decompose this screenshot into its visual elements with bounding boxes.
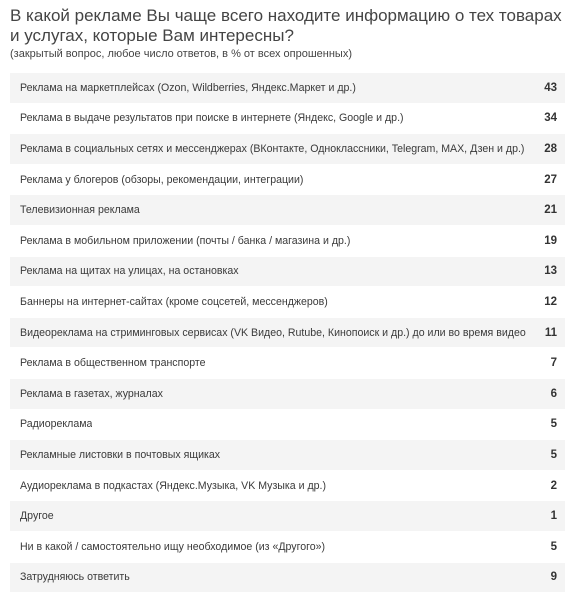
row-label: Реклама в мобильном приложении (почты / банка / магазина и др.) — [20, 234, 351, 247]
row-label: Видеореклама на стриминговых сервисах (VK Видео, Rutube, Кинопоиск и др.) до или во время видео — [20, 326, 526, 339]
row-value: 5 — [550, 540, 557, 553]
row-value: 9 — [550, 571, 557, 584]
table-row — [10, 226, 565, 257]
row-label: Реклама на маркетплейсах (Ozon, Wildberries, Яндекс.Маркет и др.) — [20, 81, 356, 94]
table-row — [10, 379, 565, 410]
row-label: Реклама в газетах, журналах — [20, 387, 163, 400]
row-label: Затрудняюсь ответить — [20, 571, 130, 584]
table-row — [10, 440, 565, 471]
row-value: 1 — [550, 510, 557, 523]
table-row — [10, 501, 565, 532]
row-value: 28 — [544, 142, 557, 155]
row-value: 21 — [544, 204, 557, 217]
row-value: 11 — [544, 326, 557, 339]
table-row — [10, 134, 565, 165]
row-value: 2 — [550, 479, 557, 492]
row-value: 12 — [544, 295, 557, 308]
table-row — [10, 73, 565, 104]
row-value: 13 — [544, 265, 557, 278]
chart-subtitle: (закрытый вопрос, любое число ответов, в % от всех опрошенных) — [10, 48, 353, 60]
table-row — [10, 287, 565, 318]
row-value: 43 — [544, 81, 557, 94]
table-row — [10, 318, 565, 349]
row-label: Реклама в социальных сетях и мессенджерах (ВКонтакте, Одноклассники, Telegram, MAX, Дзен и др.) — [20, 142, 525, 155]
row-value: 5 — [550, 448, 557, 461]
row-label: Радиореклама — [20, 418, 93, 431]
row-label: Рекламные листовки в почтовых ящиках — [20, 448, 221, 461]
table-row — [10, 410, 565, 441]
row-value: 34 — [544, 112, 557, 125]
row-label: Телевизионная реклама — [20, 204, 140, 217]
row-label: Аудиореклама в подкастах (Яндекс.Музыка, VK Музыка и др.) — [20, 479, 327, 492]
row-label: Баннеры на интернет-сайтах (кроме соцсетей, мессенджеров) — [20, 295, 328, 308]
row-label: Другое — [20, 510, 54, 523]
row-label: Ни в какой / самостоятельно ищу необходимое (из «Другого») — [20, 540, 326, 553]
row-label: Реклама на щитах на улицах, на остановках — [20, 265, 239, 278]
table-row — [10, 348, 565, 379]
row-label: Реклама в выдаче результатов при поиске в интернете (Яндекс, Google и др.) — [20, 112, 404, 125]
row-value: 27 — [544, 173, 557, 186]
row-label: Реклама в общественном транспорте — [20, 357, 206, 370]
row-value: 6 — [550, 387, 557, 400]
row-label: Реклама у блогеров (обзоры, рекомендации, интеграции) — [20, 173, 304, 186]
table-row — [10, 563, 565, 594]
table-row — [10, 195, 565, 226]
table-row — [10, 257, 565, 288]
row-value: 5 — [550, 418, 557, 431]
response-table — [10, 73, 565, 593]
row-value: 19 — [544, 234, 557, 247]
chart-title: В какой рекламе Вы чаще всего находите информацию о тех товарах и услугах, которые Вам интересны? — [10, 6, 562, 45]
table-row — [10, 104, 565, 135]
table-row — [10, 471, 565, 502]
row-value: 7 — [550, 357, 557, 370]
table-row — [10, 532, 565, 563]
table-row — [10, 165, 565, 196]
